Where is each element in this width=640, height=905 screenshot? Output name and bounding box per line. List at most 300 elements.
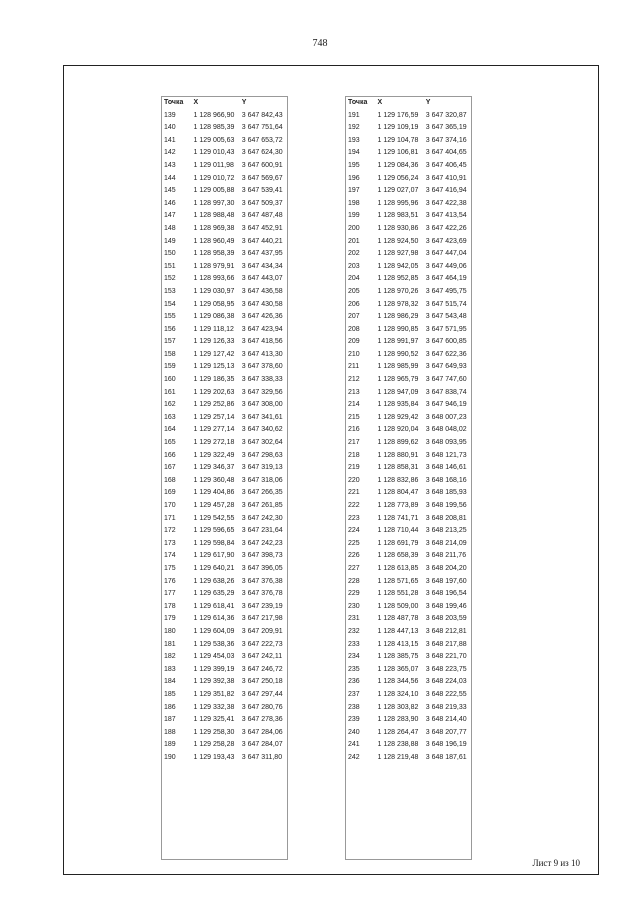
point-cell: 186: [164, 703, 176, 711]
table-row: [162, 412, 287, 425]
x-cell: 1 128 344,56: [377, 678, 419, 686]
point-cell: 189: [164, 741, 176, 749]
x-cell: 1 128 832,86: [377, 476, 419, 484]
x-cell: 1 129 360,48: [193, 476, 235, 484]
y-cell: 3 648 207,77: [425, 728, 467, 736]
x-cell: 1 128 658,39: [377, 552, 419, 560]
x-cell: 1 128 899,62: [377, 439, 419, 447]
table-row: [162, 374, 287, 387]
x-cell: 1 128 324,10: [377, 690, 419, 698]
y-cell: 3 647 539,41: [241, 187, 283, 195]
table-row: [346, 676, 471, 689]
table-row: [346, 173, 471, 186]
x-cell: 1 128 880,91: [377, 451, 419, 459]
coordinates-table-left: [161, 96, 288, 860]
point-cell: 224: [348, 527, 360, 535]
point-cell: 153: [164, 287, 176, 295]
y-cell: 3 647 378,60: [241, 363, 283, 371]
point-cell: 207: [348, 313, 360, 321]
y-cell: 3 647 404,65: [425, 149, 467, 157]
y-cell: 3 647 495,75: [425, 287, 467, 295]
table-row: [162, 676, 287, 689]
table-row: [346, 601, 471, 614]
x-cell: 1 129 030,97: [193, 287, 235, 295]
x-cell: 1 129 392,38: [193, 678, 235, 686]
point-cell: 212: [348, 376, 360, 384]
y-cell: 3 647 217,98: [241, 615, 283, 623]
table-row: [162, 550, 287, 563]
x-cell: 1 128 571,65: [377, 577, 419, 585]
x-cell: 1 129 399,19: [193, 665, 235, 673]
table-row: [346, 550, 471, 563]
x-cell: 1 129 404,86: [193, 489, 235, 497]
point-cell: 242: [348, 753, 360, 761]
point-cell: 204: [348, 275, 360, 283]
point-cell: 184: [164, 678, 176, 686]
x-cell: 1 128 924,50: [377, 237, 419, 245]
x-cell: 1 128 952,85: [377, 275, 419, 283]
point-cell: 230: [348, 602, 360, 610]
point-cell: 183: [164, 665, 176, 673]
table-row: [162, 147, 287, 160]
point-cell: 167: [164, 464, 176, 472]
x-cell: 1 129 346,37: [193, 464, 235, 472]
point-cell: 178: [164, 602, 176, 610]
point-cell: 188: [164, 728, 176, 736]
x-cell: 1 129 614,36: [193, 615, 235, 623]
point-cell: 219: [348, 464, 360, 472]
point-cell: 146: [164, 199, 176, 207]
point-cell: 211: [348, 363, 360, 371]
y-cell: 3 647 423,94: [241, 325, 283, 333]
table-row: [162, 475, 287, 488]
point-cell: 179: [164, 615, 176, 623]
y-cell: 3 647 297,44: [241, 690, 283, 698]
y-cell: 3 647 396,05: [241, 564, 283, 572]
y-cell: 3 647 622,36: [425, 350, 467, 358]
table-row: [162, 349, 287, 362]
header-y: Y: [425, 99, 431, 106]
x-cell: 1 128 991,97: [377, 338, 419, 346]
y-cell: 3 647 261,85: [241, 502, 283, 509]
point-cell: 185: [164, 690, 176, 698]
y-cell: 3 647 413,54: [425, 212, 467, 220]
y-cell: 3 648 185,93: [425, 489, 467, 497]
y-cell: 3 647 653,72: [241, 136, 283, 144]
table-row: [346, 513, 471, 526]
x-cell: 1 128 990,52: [377, 350, 419, 358]
table-row: [346, 462, 471, 475]
table-row: [162, 500, 287, 513]
point-cell: 206: [348, 300, 360, 308]
y-cell: 3 648 121,73: [425, 451, 467, 459]
x-cell: 1 128 741,71: [377, 514, 419, 522]
point-cell: 176: [164, 577, 176, 585]
table-row: [162, 626, 287, 639]
point-cell: 157: [164, 338, 176, 346]
table-row: [162, 601, 287, 614]
point-cell: 202: [348, 250, 360, 258]
x-cell: 1 129 454,03: [193, 653, 235, 661]
x-cell: 1 129 258,30: [193, 728, 235, 736]
point-cell: 145: [164, 187, 176, 195]
y-cell: 3 647 649,93: [425, 363, 467, 371]
x-cell: 1 129 538,36: [193, 640, 235, 648]
point-cell: 139: [164, 111, 176, 119]
point-cell: 210: [348, 350, 360, 358]
y-cell: 3 648 208,81: [425, 514, 467, 522]
table-row: [346, 563, 471, 576]
point-cell: 166: [164, 451, 176, 459]
y-cell: 3 648 222,55: [425, 690, 467, 698]
y-cell: 3 647 434,34: [241, 262, 283, 270]
x-cell: 1 129 104,78: [377, 136, 419, 144]
table-row: [162, 324, 287, 337]
table-row: [162, 639, 287, 652]
point-cell: 156: [164, 325, 176, 333]
table-row: [346, 399, 471, 412]
x-cell: 1 129 027,07: [377, 187, 419, 195]
y-cell: 3 647 452,91: [241, 224, 283, 232]
x-cell: 1 128 413,15: [377, 640, 419, 648]
y-cell: 3 647 569,67: [241, 174, 283, 182]
x-cell: 1 129 272,18: [193, 439, 235, 447]
x-cell: 1 128 986,29: [377, 313, 419, 321]
x-cell: 1 128 219,48: [377, 753, 419, 761]
y-cell: 3 648 212,81: [425, 627, 467, 635]
x-cell: 1 128 509,00: [377, 602, 419, 610]
y-cell: 3 648 213,25: [425, 527, 467, 535]
table-row: [162, 198, 287, 211]
point-cell: 208: [348, 325, 360, 333]
y-cell: 3 647 242,11: [241, 653, 283, 661]
y-cell: 3 647 376,78: [241, 590, 283, 598]
header-y: Y: [241, 99, 247, 106]
table-row: [162, 563, 287, 576]
x-cell: 1 129 176,59: [377, 111, 419, 119]
table-row: [162, 361, 287, 374]
table-row: [346, 424, 471, 437]
x-cell: 1 129 258,28: [193, 741, 235, 749]
point-cell: 236: [348, 678, 360, 686]
y-cell: 3 647 600,91: [241, 161, 283, 169]
y-cell: 3 647 447,04: [425, 250, 467, 258]
y-cell: 3 647 222,73: [241, 640, 283, 648]
y-cell: 3 647 437,95: [241, 250, 283, 258]
y-cell: 3 647 751,64: [241, 124, 283, 132]
point-cell: 232: [348, 627, 360, 635]
point-cell: 142: [164, 149, 176, 157]
table-row: [346, 336, 471, 349]
point-cell: 227: [348, 564, 360, 572]
y-cell: 3 647 406,45: [425, 161, 467, 169]
y-cell: 3 647 487,48: [241, 212, 283, 220]
y-cell: 3 647 266,35: [241, 489, 283, 497]
x-cell: 1 128 773,89: [377, 502, 419, 509]
x-cell: 1 128 985,39: [193, 124, 235, 132]
point-cell: 191: [348, 111, 360, 119]
x-cell: 1 128 995,96: [377, 199, 419, 207]
y-cell: 3 648 146,61: [425, 464, 467, 472]
table-row: [346, 525, 471, 538]
x-cell: 1 129 011,98: [193, 161, 234, 169]
y-cell: 3 647 422,38: [425, 199, 467, 207]
x-cell: 1 129 257,14: [193, 413, 235, 421]
y-cell: 3 648 211,76: [425, 552, 467, 560]
table-row: [162, 651, 287, 664]
x-cell: 1 129 322,49: [193, 451, 235, 459]
x-cell: 1 129 617,90: [193, 552, 235, 560]
x-cell: 1 128 927,98: [377, 250, 419, 258]
x-cell: 1 128 947,09: [377, 388, 419, 396]
x-cell: 1 128 935,84: [377, 401, 419, 409]
y-cell: 3 647 443,07: [241, 275, 283, 283]
point-cell: 140: [164, 124, 176, 132]
table-row: [346, 588, 471, 601]
point-cell: 194: [348, 149, 360, 157]
table-row: [162, 437, 287, 450]
point-cell: 228: [348, 577, 360, 585]
x-cell: 1 128 487,78: [377, 615, 419, 623]
y-cell: 3 647 413,30: [241, 350, 283, 358]
table-row: [346, 639, 471, 652]
y-cell: 3 647 280,76: [241, 703, 283, 711]
point-cell: 235: [348, 665, 360, 673]
y-cell: 3 648 224,03: [425, 678, 467, 686]
point-cell: 180: [164, 627, 176, 635]
table-row: [346, 324, 471, 337]
x-cell: 1 128 858,31: [377, 464, 419, 472]
point-cell: 172: [164, 527, 176, 535]
point-cell: 165: [164, 439, 176, 447]
table-row: [162, 613, 287, 626]
y-cell: 3 648 217,88: [425, 640, 467, 648]
point-cell: 233: [348, 640, 360, 648]
y-cell: 3 647 423,69: [425, 237, 467, 245]
point-cell: 148: [164, 224, 176, 232]
point-cell: 150: [164, 250, 176, 258]
table-row: [162, 160, 287, 173]
table-row: [346, 450, 471, 463]
y-cell: 3 647 340,62: [241, 426, 283, 434]
x-cell: 1 128 920,04: [377, 426, 419, 434]
y-cell: 3 647 239,19: [241, 602, 283, 610]
x-cell: 1 128 983,51: [377, 212, 419, 220]
point-cell: 161: [164, 388, 176, 396]
point-cell: 162: [164, 401, 176, 409]
table-row: [162, 261, 287, 274]
x-cell: 1 129 332,38: [193, 703, 235, 711]
x-cell: 1 129 596,65: [193, 527, 235, 535]
x-cell: 1 128 238,88: [377, 741, 419, 749]
point-cell: 152: [164, 275, 176, 283]
point-cell: 222: [348, 502, 360, 509]
y-cell: 3 648 196,19: [425, 741, 467, 749]
point-cell: 216: [348, 426, 360, 434]
y-cell: 3 647 302,64: [241, 439, 283, 447]
x-cell: 1 129 106,81: [377, 149, 419, 157]
y-cell: 3 648 196,54: [425, 590, 467, 598]
y-cell: 3 647 416,94: [425, 187, 467, 195]
table-row: [346, 248, 471, 261]
table-row: [346, 412, 471, 425]
x-cell: 1 129 126,33: [193, 338, 235, 346]
point-cell: 226: [348, 552, 360, 560]
y-cell: 3 648 204,20: [425, 564, 467, 572]
point-cell: 214: [348, 401, 360, 409]
x-cell: 1 129 604,09: [193, 627, 235, 635]
table-row: [162, 752, 287, 765]
x-cell: 1 129 640,21: [193, 564, 235, 572]
table-row: [346, 311, 471, 324]
table-row: [346, 110, 471, 123]
y-cell: 3 647 231,64: [241, 527, 283, 535]
table-row: [162, 236, 287, 249]
table-row: [162, 588, 287, 601]
y-cell: 3 648 168,16: [425, 476, 467, 484]
y-cell: 3 647 338,33: [241, 376, 283, 384]
point-cell: 164: [164, 426, 176, 434]
table-row: [346, 122, 471, 135]
table-row: [346, 349, 471, 362]
point-cell: 223: [348, 514, 360, 522]
table-row: [162, 223, 287, 236]
x-cell: 1 129 010,72: [193, 174, 235, 182]
x-cell: 1 128 970,26: [377, 287, 419, 295]
point-cell: 198: [348, 199, 360, 207]
point-cell: 158: [164, 350, 176, 358]
x-cell: 1 129 277,14: [193, 426, 235, 434]
table-row: [162, 689, 287, 702]
table-row: [346, 752, 471, 765]
x-cell: 1 128 551,28: [377, 590, 419, 598]
table-row: [346, 160, 471, 173]
table-row: [346, 286, 471, 299]
y-cell: 3 648 221,70: [425, 653, 467, 661]
y-cell: 3 647 242,30: [241, 514, 283, 522]
y-cell: 3 647 298,63: [241, 451, 283, 459]
point-cell: 190: [164, 753, 176, 761]
table-row: [162, 387, 287, 400]
table-row: [162, 286, 287, 299]
x-cell: 1 128 929,42: [377, 413, 419, 421]
x-cell: 1 129 351,82: [193, 690, 235, 698]
table-row: [162, 273, 287, 286]
point-cell: 241: [348, 741, 360, 749]
y-cell: 3 647 318,06: [241, 476, 283, 484]
x-cell: 1 129 125,13: [193, 363, 235, 371]
y-cell: 3 647 464,19: [425, 275, 467, 283]
coordinates-table-right: [345, 96, 472, 860]
table-row: [346, 210, 471, 223]
y-cell: 3 648 007,23: [425, 413, 467, 421]
point-cell: 240: [348, 728, 360, 736]
point-cell: 201: [348, 237, 360, 245]
table-row: [162, 336, 287, 349]
y-cell: 3 647 600,85: [425, 338, 467, 346]
point-cell: 141: [164, 136, 176, 144]
point-cell: 168: [164, 476, 176, 484]
x-cell: 1 129 186,35: [193, 376, 235, 384]
y-cell: 3 647 284,07: [241, 741, 283, 749]
table-row: [346, 626, 471, 639]
y-cell: 3 647 341,61: [241, 413, 283, 421]
x-cell: 1 128 990,85: [377, 325, 419, 333]
table-row: [346, 437, 471, 450]
point-cell: 239: [348, 716, 360, 724]
table-header: [162, 97, 287, 110]
x-cell: 1 128 969,38: [193, 224, 235, 232]
y-cell: 3 648 199,46: [425, 602, 467, 610]
table-row: [162, 110, 287, 123]
table-row: [346, 374, 471, 387]
x-cell: 1 129 618,41: [193, 602, 235, 610]
point-cell: 182: [164, 653, 176, 661]
point-cell: 234: [348, 653, 360, 661]
point-cell: 229: [348, 590, 360, 598]
header-point: Точка: [164, 99, 184, 106]
y-cell: 3 648 214,09: [425, 539, 467, 547]
point-cell: 163: [164, 413, 176, 421]
x-cell: 1 129 252,86: [193, 401, 235, 409]
x-cell: 1 129 056,24: [377, 174, 419, 182]
table-row: [346, 500, 471, 513]
table-row: [346, 185, 471, 198]
table-row: [346, 538, 471, 551]
x-cell: 1 128 993,66: [193, 275, 235, 283]
y-cell: 3 647 946,19: [425, 401, 467, 409]
point-cell: 231: [348, 615, 360, 623]
table-row: [162, 210, 287, 223]
x-cell: 1 128 804,47: [377, 489, 419, 497]
x-cell: 1 128 960,49: [193, 237, 235, 245]
y-cell: 3 647 329,56: [241, 388, 283, 396]
point-cell: 177: [164, 590, 176, 598]
y-cell: 3 648 203,59: [425, 615, 467, 623]
table-row: [162, 739, 287, 752]
y-cell: 3 648 048,02: [425, 426, 467, 434]
y-cell: 3 647 278,36: [241, 716, 283, 724]
point-cell: 213: [348, 388, 360, 396]
point-cell: 159: [164, 363, 176, 371]
table-row: [346, 261, 471, 274]
y-cell: 3 648 199,56: [425, 502, 467, 509]
y-cell: 3 648 219,33: [425, 703, 467, 711]
y-cell: 3 647 515,74: [425, 300, 467, 308]
y-cell: 3 647 422,26: [425, 224, 467, 232]
x-cell: 1 129 193,43: [193, 753, 235, 761]
y-cell: 3 648 187,61: [425, 753, 467, 761]
y-cell: 3 647 376,38: [241, 577, 283, 585]
point-cell: 195: [348, 161, 360, 169]
table-row: [162, 311, 287, 324]
y-cell: 3 647 747,60: [425, 376, 467, 384]
table-row: [162, 664, 287, 677]
x-cell: 1 128 988,48: [193, 212, 235, 220]
x-cell: 1 128 365,07: [377, 665, 419, 673]
point-cell: 192: [348, 124, 360, 132]
y-cell: 3 647 430,58: [241, 300, 283, 308]
point-cell: 173: [164, 539, 176, 547]
y-cell: 3 648 223,75: [425, 665, 467, 673]
table-row: [346, 361, 471, 374]
y-cell: 3 647 449,06: [425, 262, 467, 270]
point-cell: 181: [164, 640, 176, 648]
table-row: [346, 299, 471, 312]
y-cell: 3 647 284,06: [241, 728, 283, 736]
y-cell: 3 647 418,56: [241, 338, 283, 346]
x-cell: 1 129 118,12: [193, 325, 234, 333]
